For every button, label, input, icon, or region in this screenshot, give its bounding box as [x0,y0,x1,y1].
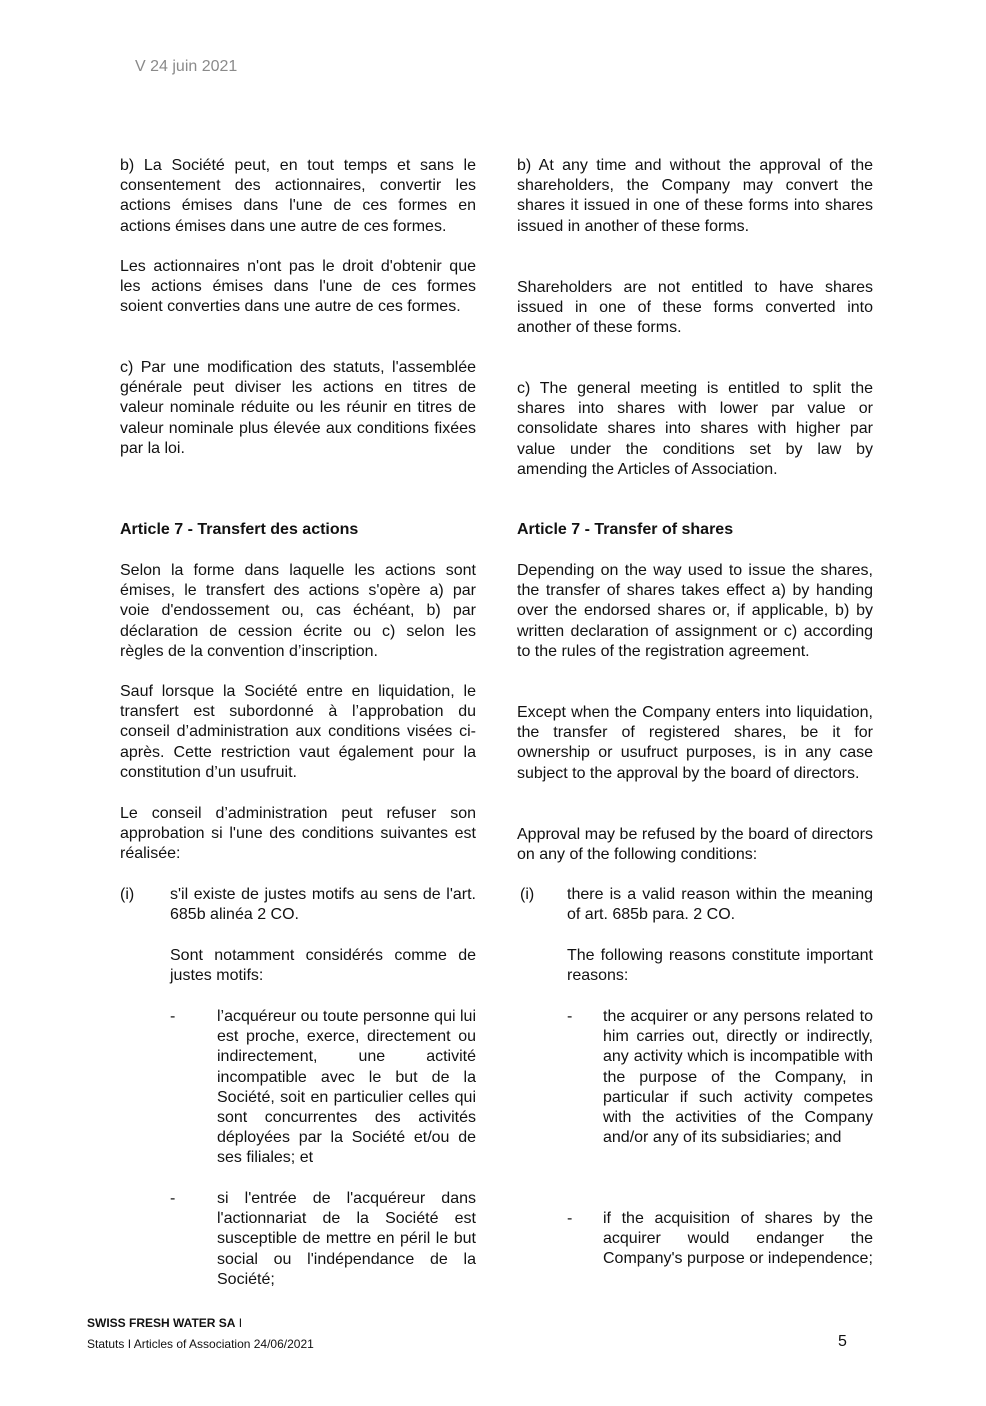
en-paragraph-b: b) At any time and without the approval of the shareholders, the Company may convert the shares it issued in one of these forms into shares issued in another of these forms. [517,157,873,235]
fr-article-7-heading: Article 7 - Transfert des actions [120,521,359,538]
en-item-text: there is a valid reason within the meaning of art. 685b para. 2 CO. [567,886,873,924]
en-dash-1: - [567,1008,573,1025]
footer-company [87,1316,242,1330]
footer-company-name: SWISS FRESH WATER SA [87,1316,236,1330]
fr-dash-item-2: si l'entrée de l'acquéreur dans l'actionnariat de la Société est susceptible de mettre en péril le but social ou l'indépendance de la Société; [217,1190,476,1288]
en-article-7-paragraph-2: Except when the Company enters into liquidation, the transfer of registered shares, be it for ownership or usufruct purposes, is in any case subject to the approval by the board of directors. [517,704,873,782]
en-item-label: (i) [520,886,535,903]
fr-article-7-paragraph-3: Le conseil d’administration peut refuser son approbation si l'une des conditions suivantes est réalisée: [120,805,476,863]
fr-item-label: (i) [120,886,135,903]
en-paragraph-c: c) The general meeting is entitled to split the shares into shares with lower par value or consolidate shares into shares with higher par value under the conditions set by law by amending the Articles of Association. [517,380,873,478]
en-dash-item-2: if the acquisition of shares by the acquirer would endanger the Company's purpose or independence; [603,1210,873,1268]
footer-separator: I [235,1316,243,1330]
fr-paragraph-c: c) Par une modification des statuts, l'assemblée générale peut diviser les actions en titres de valeur nominale réduite ou les réunir en titres de valeur nominale plus élevée aux conditions fixées par la loi. [120,359,476,457]
fr-article-7-paragraph-1: Selon la forme dans laquelle les actions sont émises, le transfert des actions s'opère a) par voie d'endossement ou, cas échéant, b) par déclaration de cession écrite ou c) selon les règles de la convention d’inscription. [120,562,476,660]
fr-paragraph-shareholders: Les actionnaires n'ont pas le droit d'obtenir que les actions émises dans l'une de ces formes soient converties dans une autre de ces formes. [120,258,476,316]
footer-subtitle: Statuts I Articles of Association 24/06/2021 [87,1337,314,1351]
en-item-subtext: The following reasons constitute important reasons: [567,947,873,985]
en-article-7-paragraph-3: Approval may be refused by the board of directors on any of the following conditions: [517,826,873,864]
en-dash-2: - [567,1210,573,1227]
header-date: V 24 juin 2021 [135,58,238,75]
fr-article-7-paragraph-2: Sauf lorsque la Société entre en liquidation, le transfert est subordonné à l’approbation du conseil d’administration aux conditions visées ci-après. Cette restriction vaut également pour la constitution d’un usufruit. [120,683,476,781]
fr-dash-2: - [170,1190,176,1207]
page-number: 5 [838,1333,847,1350]
en-dash-item-1: the acquirer or any persons related to him carries out, directly or indirectly, any activity which is incompatible with the purpose of the Company, in particular if such activity competes with the activities of the Company and/or any of its subsidiaries; and [603,1008,873,1147]
en-article-7-paragraph-1: Depending on the way used to issue the shares, the transfer of shares takes effect a) by handing over the endorsed shares or, if applicable, b) by written declaration of assignment or c) according to the rules of the registration agreement. [517,562,873,660]
en-paragraph-shareholders: Shareholders are not entitled to have shares issued in one of these forms converted into another of these forms. [517,279,873,337]
fr-item-subtext: Sont notamment considérés comme de justes motifs: [170,947,476,985]
fr-dash-1: - [170,1008,176,1025]
fr-item-text: s'il existe de justes motifs au sens de l'art. 685b alinéa 2 CO. [170,886,476,924]
en-article-7-heading: Article 7 - Transfer of shares [517,521,734,538]
fr-dash-item-1: l’acquéreur ou toute personne qui lui est proche, exerce, directement ou indirectement, une activité incompatible avec le but de la Société, soit en particulier celles qui sont concurrentes des activités déployées par la Société et/ou de ses filiales; et [217,1008,476,1167]
fr-paragraph-b: b) La Société peut, en tout temps et sans le consentement des actionnaires, convertir les actions émises dans l'une de ces formes en actions émises dans une autre de ces formes. [120,157,476,235]
